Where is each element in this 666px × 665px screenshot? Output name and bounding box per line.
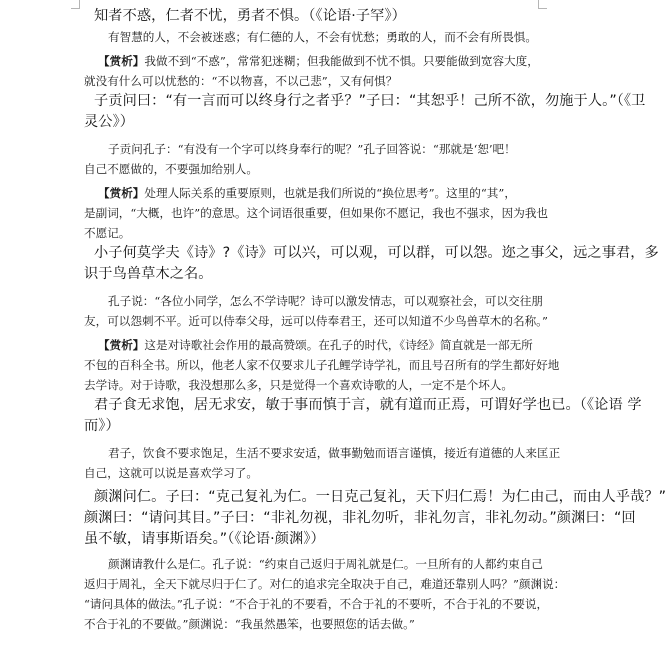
appreciation-line: 不包的百科全书。所以，他老人家不仅要求儿子孔鲤学诗学礼，而且号召所有的学生都好好地 <box>84 358 560 372</box>
translation-line: 颜渊请教什么是仁。孔子说：“约束自己返归于周礼就是仁。一旦所有的人都约束自己 <box>108 557 543 571</box>
translation-line: 自己，这就可以说是喜欢学习了。 <box>84 466 258 480</box>
quote-line: 而》） <box>84 418 120 434</box>
quote-line: 知者不惑，仁者不忧，勇者不惧。（《论语·子罕》） <box>94 8 406 24</box>
translation-line: “请问具体的做法。”孔子说：“不合于礼的不要看，不合于礼的不要听，不合于礼的不要说， <box>84 597 549 611</box>
appreciation-line <box>84 183 560 203</box>
translation-line: 有智慧的人，不会被迷惑；有仁德的人，不会有忧愁；勇敢的人，而不会有所畏惧。 <box>108 30 537 44</box>
quote-line: 子贡问曰：“有一言而可以终身行之者乎？”子曰：“其恕乎！己所不欲，勿施于人。”（《卫 <box>94 93 646 109</box>
appreciation-label: 【赏析】 <box>98 54 145 68</box>
translation-line: 君子，饮食不要求饱足，生活不要求安适，做事勤勉而语言谨慎，接近有道德的人来匡正 <box>108 446 561 460</box>
translation-line: 友，可以怨刺不平。近可以侍奉父母，远可以侍奉君王，还可以知道不少鸟兽草木的名称。” <box>84 314 548 328</box>
translation-line: 返归于周礼，全天下就尽归于仁了。对仁的追求完全取决于自己，难道还靠别人吗？”颜渊说： <box>84 577 566 591</box>
appreciation-line: 不愿记。 <box>84 226 131 240</box>
appreciation-label: 【赏析】 <box>98 338 145 352</box>
appreciation-line: 就没有什么可以忧愁的：“不以物喜，不以己悲”，又有何惧？ <box>84 74 398 88</box>
section-xueer <box>84 395 642 483</box>
section-zihan <box>84 6 560 91</box>
quote-line: 虽不敏，请事斯语矣。”（《论语·颜渊》） <box>84 531 325 547</box>
translation-line: 子贡问孔子：“有没有一个字可以终身奉行的呢？”孔子回答说：“那就是‘恕’吧！ <box>108 142 516 156</box>
appreciation-line: 是副词，“大概，也许”的意思。这个词语很重要，但如果你不愿记，我也不强求，因为我也 <box>84 206 549 220</box>
appreciation-text: 这是对诗歌社会作用的最高赞颂。在孔子的时代，《诗经》简直就是一部无所 <box>144 338 533 352</box>
appreciation-text: 我做不到“不惑”，常常犯迷糊；但我能做到不忧不惧。只要能做到宽容大度， <box>144 54 539 68</box>
section-yanyuan <box>84 483 666 634</box>
quote-line: 颜渊曰：“请问其目。”子曰：“非礼勿视，非礼勿听，非礼勿言，非礼勿动。”颜渊曰：“回 <box>84 510 636 526</box>
document-page <box>84 6 666 634</box>
appreciation-label: 【赏析】 <box>98 186 145 200</box>
appreciation-line <box>84 335 560 355</box>
quote-line: 灵公》） <box>84 114 135 130</box>
translation-line: 不合于礼的不要做。”颜渊说：“我虽然愚笨，也要照您的话去做。” <box>84 617 415 631</box>
quote-line: 小子何莫学夫《诗》?《诗》可以兴，可以观，可以群，可以怨。迩之事父，远之事君，多 <box>94 245 659 261</box>
section-shi <box>84 243 659 395</box>
translation-line: 孔子说：“各位小同学，怎么不学诗呢？诗可以激发情志，可以观察社会，可以交往朋 <box>108 294 543 308</box>
section-weilinggong <box>84 91 646 243</box>
appreciation-line: 去学诗。对于诗歌，我没想那么多，只是觉得一个喜欢诗歌的人，一定不是个坏人。 <box>84 378 513 392</box>
quote-line: 颜渊问仁。子曰：“克己复礼为仁。一日克己复礼，天下归仁焉！为仁由己，而由人乎哉？” <box>94 489 666 505</box>
page-corner-mark-left-horizontal <box>71 8 80 9</box>
appreciation-text: 处理人际关系的重要原则，也就是我们所说的“换位思考”。这里的“其”， <box>144 186 516 200</box>
quote-line: 君子食无求饱，居无求安，敏于事而慎于言，就有道而正焉，可谓好学也已。（《论语 学 <box>94 397 642 413</box>
quote-line: 识于鸟兽草木之名。 <box>84 266 213 282</box>
translation-line: 自己不愿做的，不要强加给别人。 <box>84 162 258 176</box>
appreciation-line <box>84 51 560 71</box>
